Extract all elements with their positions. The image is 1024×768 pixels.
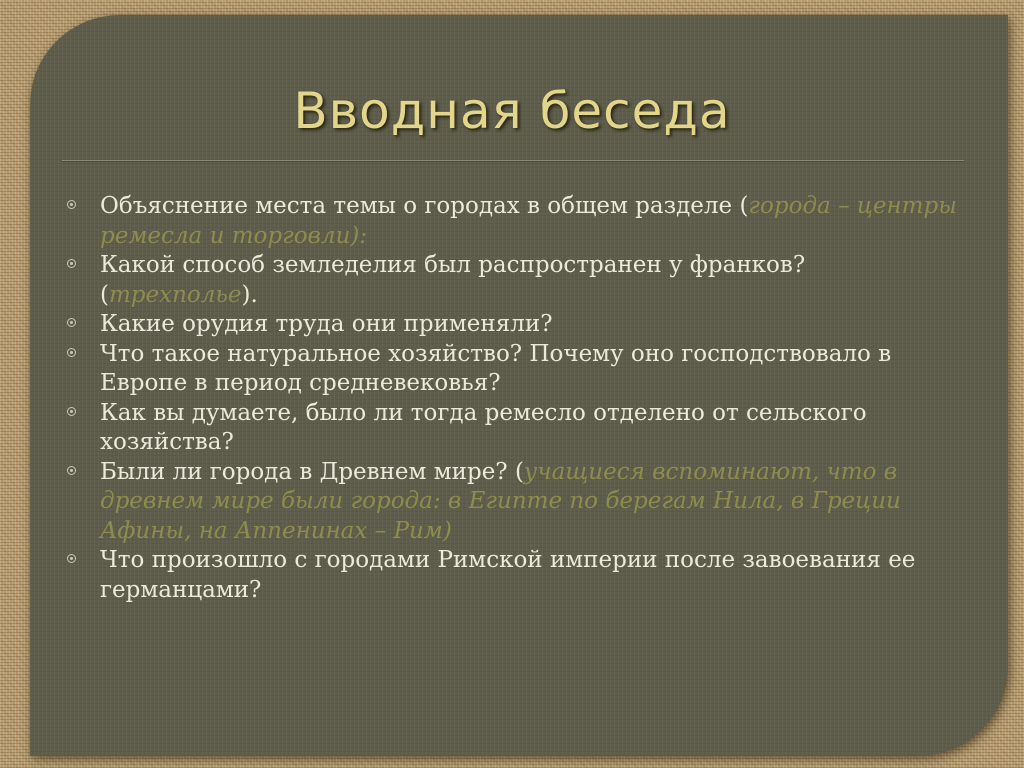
- bullet-item-ancient-cities: [66, 458, 966, 547]
- bullet-item-natural-economy: [66, 340, 966, 399]
- circle-bullet-icon: [67, 259, 76, 268]
- circle-bullet-icon: [67, 407, 76, 416]
- bullet-text: Как вы думаете, было ли тогда ремесло отделено от сельского хозяйства?: [100, 399, 867, 455]
- bullet-item-farming-method: [66, 251, 966, 310]
- bullet-text: Что такое натуральное хозяйство? Почему оно господствовало в Европе в период средневековья?: [100, 340, 892, 396]
- bullet-item-roman-cities: [66, 546, 966, 605]
- bullet-note: учащиеся вспоминают, что в древнем мире были города: в Египте по берегам Нила, в Греции Афины, на Аппенинах – Рим): [100, 458, 901, 544]
- circle-bullet-icon: [67, 554, 76, 563]
- circle-bullet-icon: [67, 466, 76, 475]
- bullet-text: ).: [241, 281, 258, 308]
- bullet-text: Были ли города в Древнем мире? (: [100, 458, 524, 485]
- circle-bullet-icon: [67, 200, 76, 209]
- bullet-item-tools: [66, 310, 966, 340]
- slide-title: Вводная беседа: [293, 82, 731, 140]
- circle-bullet-icon: [67, 318, 76, 327]
- bullet-text: Объяснение места темы о городах в общем разделе (: [100, 193, 749, 219]
- circle-bullet-icon: [67, 348, 76, 357]
- bullet-text: Какой способ земледелия был распространен у франков? (: [100, 252, 806, 308]
- bullet-text: Что произошло с городами Римской империи после завоевания ее германцами?: [100, 547, 916, 603]
- bullet-note: города – центры ремесла и торговли):: [100, 193, 957, 249]
- bullet-text: Какие орудия труда они применяли?: [100, 311, 553, 337]
- bullet-item-crafts: [66, 399, 966, 458]
- bullet-list: [66, 192, 966, 605]
- bullet-note: трехполье: [108, 281, 242, 308]
- title-divider: [62, 160, 964, 162]
- bullet-item-topic-place: [66, 192, 966, 251]
